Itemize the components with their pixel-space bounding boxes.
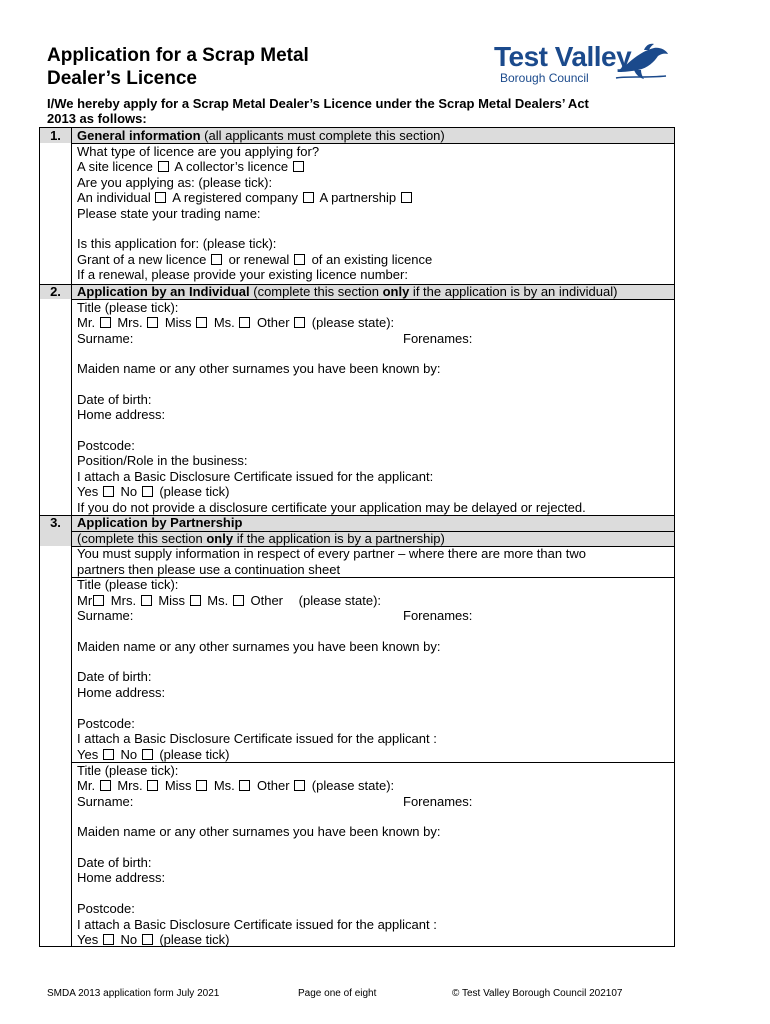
partner2-disclosure-options — [77, 932, 229, 947]
please-tick-label: (please tick) — [159, 484, 230, 499]
miss-label: Miss — [164, 778, 192, 793]
mr-checkbox[interactable] — [100, 780, 111, 791]
please-tick-label: (please tick) — [159, 932, 230, 947]
individual-label: An individual — [77, 190, 151, 205]
no-label: No — [120, 484, 138, 499]
section3-heading: Application by Partnership — [77, 515, 243, 530]
ms-checkbox[interactable] — [233, 595, 244, 606]
number-column-divider — [71, 128, 72, 946]
individual-checkbox[interactable] — [155, 192, 166, 203]
ms-checkbox[interactable] — [239, 317, 250, 328]
mr-label: Mr. — [77, 778, 96, 793]
surname-field[interactable]: Surname: — [77, 331, 134, 346]
renewal-checkbox[interactable] — [294, 254, 305, 265]
partner2-title-question: Title (please tick): — [77, 763, 179, 778]
section1-heading-bold: General information — [77, 128, 201, 143]
collector-licence-label: A collector’s licence — [174, 159, 289, 174]
no-checkbox[interactable] — [142, 934, 153, 945]
intro-line-1: I/We hereby apply for a Scrap Metal Dealer’s Licence under the Scrap Metal Dealers’ Act — [47, 96, 589, 111]
partner1-forenames-field[interactable]: Forenames: — [403, 608, 473, 623]
section1-number: 1. — [50, 128, 61, 143]
section1-heading — [77, 128, 445, 143]
partner2-forenames-field[interactable]: Forenames: — [403, 794, 473, 809]
partner1-surname-field[interactable]: Surname: — [77, 608, 134, 623]
mrs-checkbox[interactable] — [147, 780, 158, 791]
page-title — [47, 44, 309, 90]
site-licence-label: A site licence — [77, 159, 153, 174]
logo-sub-text: Borough Council — [500, 71, 589, 85]
mrs-label: Mrs. — [117, 778, 143, 793]
miss-checkbox[interactable] — [190, 595, 201, 606]
section3-sub-pre: (complete this section — [77, 531, 207, 546]
disclosure-options — [77, 484, 229, 499]
mrs-checkbox[interactable] — [141, 595, 152, 606]
section2-heading — [77, 284, 617, 299]
no-label: No — [120, 747, 138, 762]
yes-label: Yes — [77, 932, 99, 947]
partner1-disclosure-options — [77, 747, 229, 762]
yes-checkbox[interactable] — [103, 749, 114, 760]
ms-label: Ms. — [213, 778, 235, 793]
grant-label: Grant of a new licence — [77, 252, 207, 267]
partner2-title-options — [77, 778, 394, 793]
partner2-attach-label: I attach a Basic Disclosure Certificate issued for the applicant : — [77, 917, 437, 932]
partner-info-line-1: You must supply information in respect of every partner – where there are more than two — [77, 546, 586, 561]
please-state-label: (please state): — [311, 315, 395, 330]
renewal-suffix: of an existing licence — [311, 252, 433, 267]
please-state-label: (please state): — [298, 593, 382, 608]
home-address-field[interactable]: Home address: — [77, 407, 166, 422]
licence-type-options — [77, 159, 307, 174]
partner1-postcode-field[interactable]: Postcode: — [77, 716, 135, 731]
partner2-maiden-field[interactable]: Maiden name or any other surnames you have been known by: — [77, 824, 441, 839]
mrs-label: Mrs. — [117, 315, 143, 330]
mr-checkbox[interactable] — [93, 595, 104, 606]
section2-heading-bold: Application by an Individual — [77, 284, 250, 299]
yes-checkbox[interactable] — [103, 934, 114, 945]
licence-number-field[interactable]: If a renewal, please provide your existing licence number: — [77, 267, 408, 282]
ms-label: Ms. — [207, 593, 229, 608]
intro-line-2: 2013 as follows: — [47, 111, 147, 126]
postcode-field[interactable]: Postcode: — [77, 438, 135, 453]
title-line-1: Application for a Scrap Metal — [47, 45, 309, 66]
ms-label: Ms. — [213, 315, 235, 330]
disclosure-warning: If you do not provide a disclosure certificate your application may be delayed or rejected. — [77, 500, 586, 515]
partner2-dob-field[interactable]: Date of birth: — [77, 855, 152, 870]
partner1-title-question: Title (please tick): — [77, 577, 179, 592]
section3-subheading — [77, 531, 445, 546]
dolphin-icon — [614, 42, 670, 82]
position-role-field[interactable]: Position/Role in the business: — [77, 453, 248, 468]
council-logo — [494, 42, 674, 90]
section3-number: 3. — [50, 515, 61, 530]
no-label: No — [120, 932, 138, 947]
maiden-name-field[interactable]: Maiden name or any other surnames you have been known by: — [77, 361, 441, 376]
renewal-label: or renewal — [228, 252, 290, 267]
other-checkbox[interactable] — [294, 317, 305, 328]
yes-label: Yes — [77, 484, 99, 499]
other-label: Other — [250, 593, 284, 608]
application-form-table — [39, 127, 675, 947]
forenames-field[interactable]: Forenames: — [403, 331, 473, 346]
please-state-label: (please state): — [311, 778, 395, 793]
miss-checkbox[interactable] — [196, 780, 207, 791]
trading-name-field[interactable]: Please state your trading name: — [77, 206, 261, 221]
application-for-question: Is this application for: (please tick): — [77, 236, 277, 251]
partner2-surname-field[interactable]: Surname: — [77, 794, 134, 809]
section3-sub-rest: if the application is by a partnership) — [233, 531, 445, 546]
partner1-attach-label: I attach a Basic Disclosure Certificate issued for the applicant : — [77, 731, 437, 746]
partnership-checkbox[interactable] — [401, 192, 412, 203]
licence-type-question: What type of licence are you applying for? — [77, 144, 320, 159]
other-label: Other — [257, 315, 290, 330]
section2-heading-mid: (complete this section — [249, 284, 383, 299]
miss-label: Miss — [158, 593, 186, 608]
dob-field[interactable]: Date of birth: — [77, 392, 152, 407]
applying-as-question: Are you applying as: (please tick): — [77, 175, 273, 190]
collector-licence-checkbox[interactable] — [293, 161, 304, 172]
title-question: Title (please tick): — [77, 300, 179, 315]
other-label: Other — [257, 778, 290, 793]
section2-heading-rest: if the application is by an individual) — [409, 284, 618, 299]
mrs-label: Mrs. — [110, 593, 137, 608]
section2-number: 2. — [50, 284, 61, 299]
intro-statement — [47, 96, 677, 126]
partner1-dob-field[interactable]: Date of birth: — [77, 669, 152, 684]
partner2-home-field[interactable]: Home address: — [77, 870, 166, 885]
title-options — [77, 315, 394, 330]
partner1-maiden-field[interactable]: Maiden name or any other surnames you have been known by: — [77, 639, 441, 654]
footer-page-number: Page one of eight — [298, 988, 377, 999]
please-tick-label: (please tick) — [159, 747, 230, 762]
partner-info-line-2: partners then please use a continuation sheet — [77, 562, 341, 577]
other-checkbox[interactable] — [294, 780, 305, 791]
site-licence-checkbox[interactable] — [158, 161, 169, 172]
partner1-home-field[interactable]: Home address: — [77, 685, 166, 700]
title-line-2: Dealer’s Licence — [47, 68, 197, 89]
footer-form-version: SMDA 2013 application form July 2021 — [47, 988, 220, 999]
section2-heading-only: only — [382, 284, 410, 299]
no-checkbox[interactable] — [142, 486, 153, 497]
logo-main-text: Test Valley — [494, 41, 632, 72]
mrs-checkbox[interactable] — [147, 317, 158, 328]
miss-label: Miss — [164, 315, 192, 330]
grant-checkbox[interactable] — [211, 254, 222, 265]
yes-label: Yes — [77, 747, 99, 762]
miss-checkbox[interactable] — [196, 317, 207, 328]
grant-renewal-options — [77, 252, 432, 267]
partnership-label: A partnership — [319, 190, 397, 205]
partner2-postcode-field[interactable]: Postcode: — [77, 901, 135, 916]
partner1-title-options — [77, 593, 381, 608]
company-label: A registered company — [172, 190, 298, 205]
no-checkbox[interactable] — [142, 749, 153, 760]
applying-as-options — [77, 190, 415, 205]
section3-sub-only: only — [206, 531, 234, 546]
company-checkbox[interactable] — [303, 192, 314, 203]
footer-copyright: © Test Valley Borough Council 202107 — [452, 988, 623, 999]
mr-label: Mr. — [77, 315, 96, 330]
disclosure-attach-label: I attach a Basic Disclosure Certificate issued for the applicant: — [77, 469, 434, 484]
yes-checkbox[interactable] — [103, 486, 114, 497]
ms-checkbox[interactable] — [239, 780, 250, 791]
mr-checkbox[interactable] — [100, 317, 111, 328]
mr-label: Mr — [77, 593, 93, 608]
section1-heading-rest: (all applicants must complete this section) — [200, 128, 445, 143]
